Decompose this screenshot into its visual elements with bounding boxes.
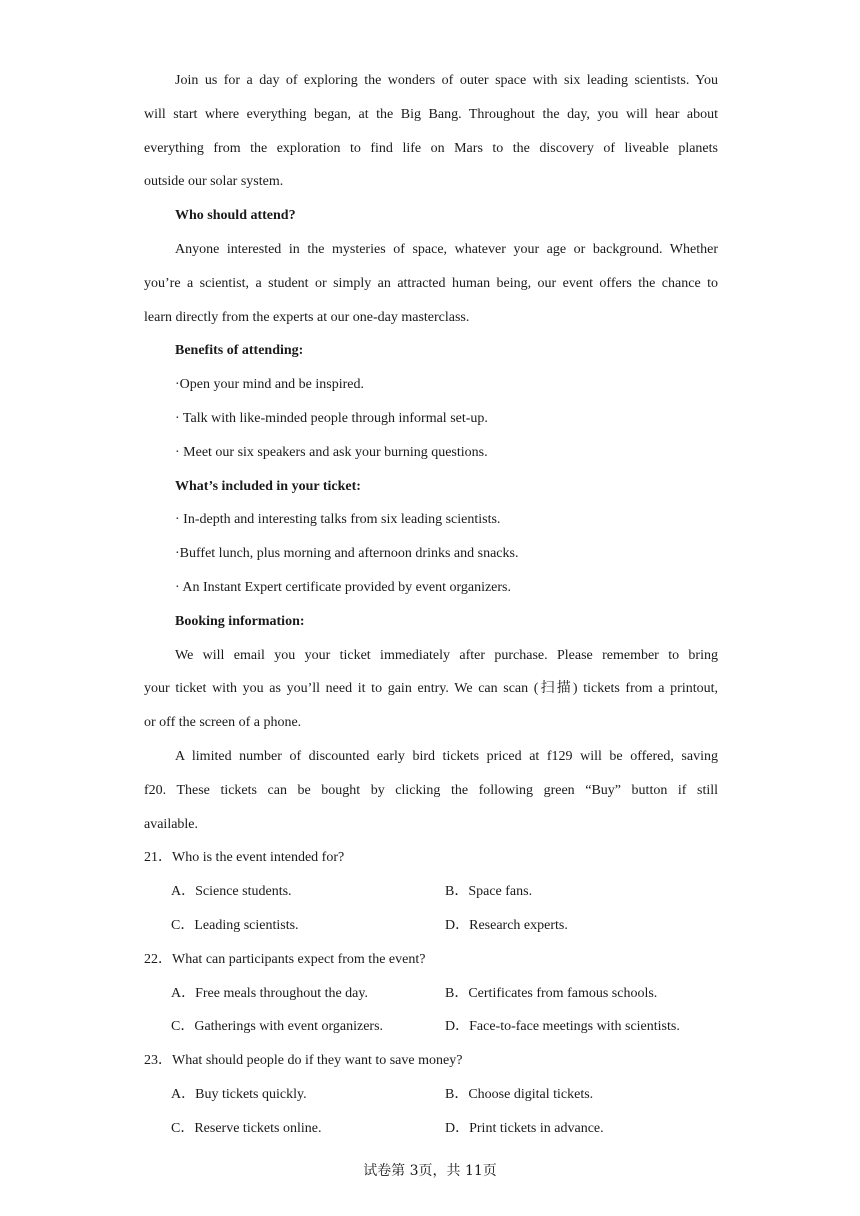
included-heading: What’s included in your ticket: <box>175 478 361 494</box>
who-line: Anyone interested in the mysteries of space, whatever your age or background. Whether <box>175 241 718 257</box>
option-d[interactable]: D．Face-to-face meetings with scientists. <box>445 1019 680 1035</box>
booking-heading: Booking information: <box>175 613 305 629</box>
booking-line: or off the screen of a phone. <box>144 715 302 731</box>
option-b[interactable]: B．Certificates from famous schools. <box>445 985 658 1001</box>
question-23-options-row <box>144 1112 718 1146</box>
option-a[interactable]: A．Science students. <box>171 884 292 900</box>
intro-line: will start where everything began, at the Big Bang. Throughout the day, you will hear about <box>144 106 718 122</box>
who-heading: Who should attend? <box>175 208 296 224</box>
question-22-stem: 22．What can participants expect from the event? <box>144 951 426 967</box>
question-21-options-row <box>144 909 718 943</box>
option-b[interactable]: B．Choose digital tickets. <box>445 1086 594 1102</box>
question-23-options-row <box>144 1078 718 1112</box>
who-paragraph <box>144 233 718 334</box>
intro-paragraph <box>144 64 718 199</box>
included-item: · An Instant Expert certificate provided by event organizers. <box>175 579 512 595</box>
option-b[interactable]: B．Space fans. <box>445 884 533 900</box>
booking-line: your ticket with you as you’ll need it to gain entry. We can scan (扫描) tickets from a printout, <box>144 681 718 697</box>
intro-line: everything from the exploration to find life on Mars to the discovery of liveable planets <box>144 140 718 156</box>
booking-line: available. <box>144 816 199 832</box>
booking-paragraph-2 <box>144 740 718 841</box>
booking-line: We will email you your ticket immediately after purchase. Please remember to bring <box>175 647 718 663</box>
benefit-item: · Talk with like-minded people through informal set-up. <box>175 410 488 426</box>
page-footer: 试卷第 3页，共 11页 <box>363 1163 497 1179</box>
question-23-stem: 23．What should people do if they want to save money? <box>144 1053 463 1069</box>
option-a[interactable]: A．Buy tickets quickly. <box>171 1086 307 1102</box>
question-22-options-row <box>144 977 718 1011</box>
booking-line: f20. These tickets can be bought by clicking the following green “Buy” button if still <box>144 782 718 798</box>
intro-line: outside our solar system. <box>144 174 284 190</box>
included-item: · In-depth and interesting talks from six leading scientists. <box>175 512 501 528</box>
option-d[interactable]: D．Research experts. <box>445 917 568 933</box>
option-a[interactable]: A．Free meals throughout the day. <box>171 985 368 1001</box>
intro-line: Join us for a day of exploring the wonders of outer space with six leading scientists. You <box>175 73 718 88</box>
question-21-options-row <box>144 875 718 909</box>
question-21-stem: 21．Who is the event intended for? <box>144 850 345 866</box>
option-c[interactable]: C．Gatherings with event organizers. <box>171 1019 384 1035</box>
benefit-item: · Meet our six speakers and ask your burning questions. <box>175 444 488 460</box>
booking-line: A limited number of discounted early bird tickets priced at f129 will be offered, saving <box>175 748 718 764</box>
document-page <box>144 64 718 1146</box>
option-c[interactable]: C．Leading scientists. <box>171 917 299 933</box>
option-d[interactable]: D．Print tickets in advance. <box>445 1120 604 1136</box>
option-c[interactable]: C．Reserve tickets online. <box>171 1120 322 1136</box>
booking-paragraph-1 <box>144 639 718 740</box>
benefit-item: ·Open your mind and be inspired. <box>175 377 364 393</box>
included-item: ·Buffet lunch, plus morning and afternoon drinks and snacks. <box>175 546 519 562</box>
who-line: learn directly from the experts at our one-day masterclass. <box>144 309 470 325</box>
benefits-heading: Benefits of attending: <box>175 343 304 359</box>
question-22-options-row <box>144 1010 718 1044</box>
who-line: you’re a scientist, a student or simply an attracted human being, our event offers the chance to <box>144 275 718 291</box>
